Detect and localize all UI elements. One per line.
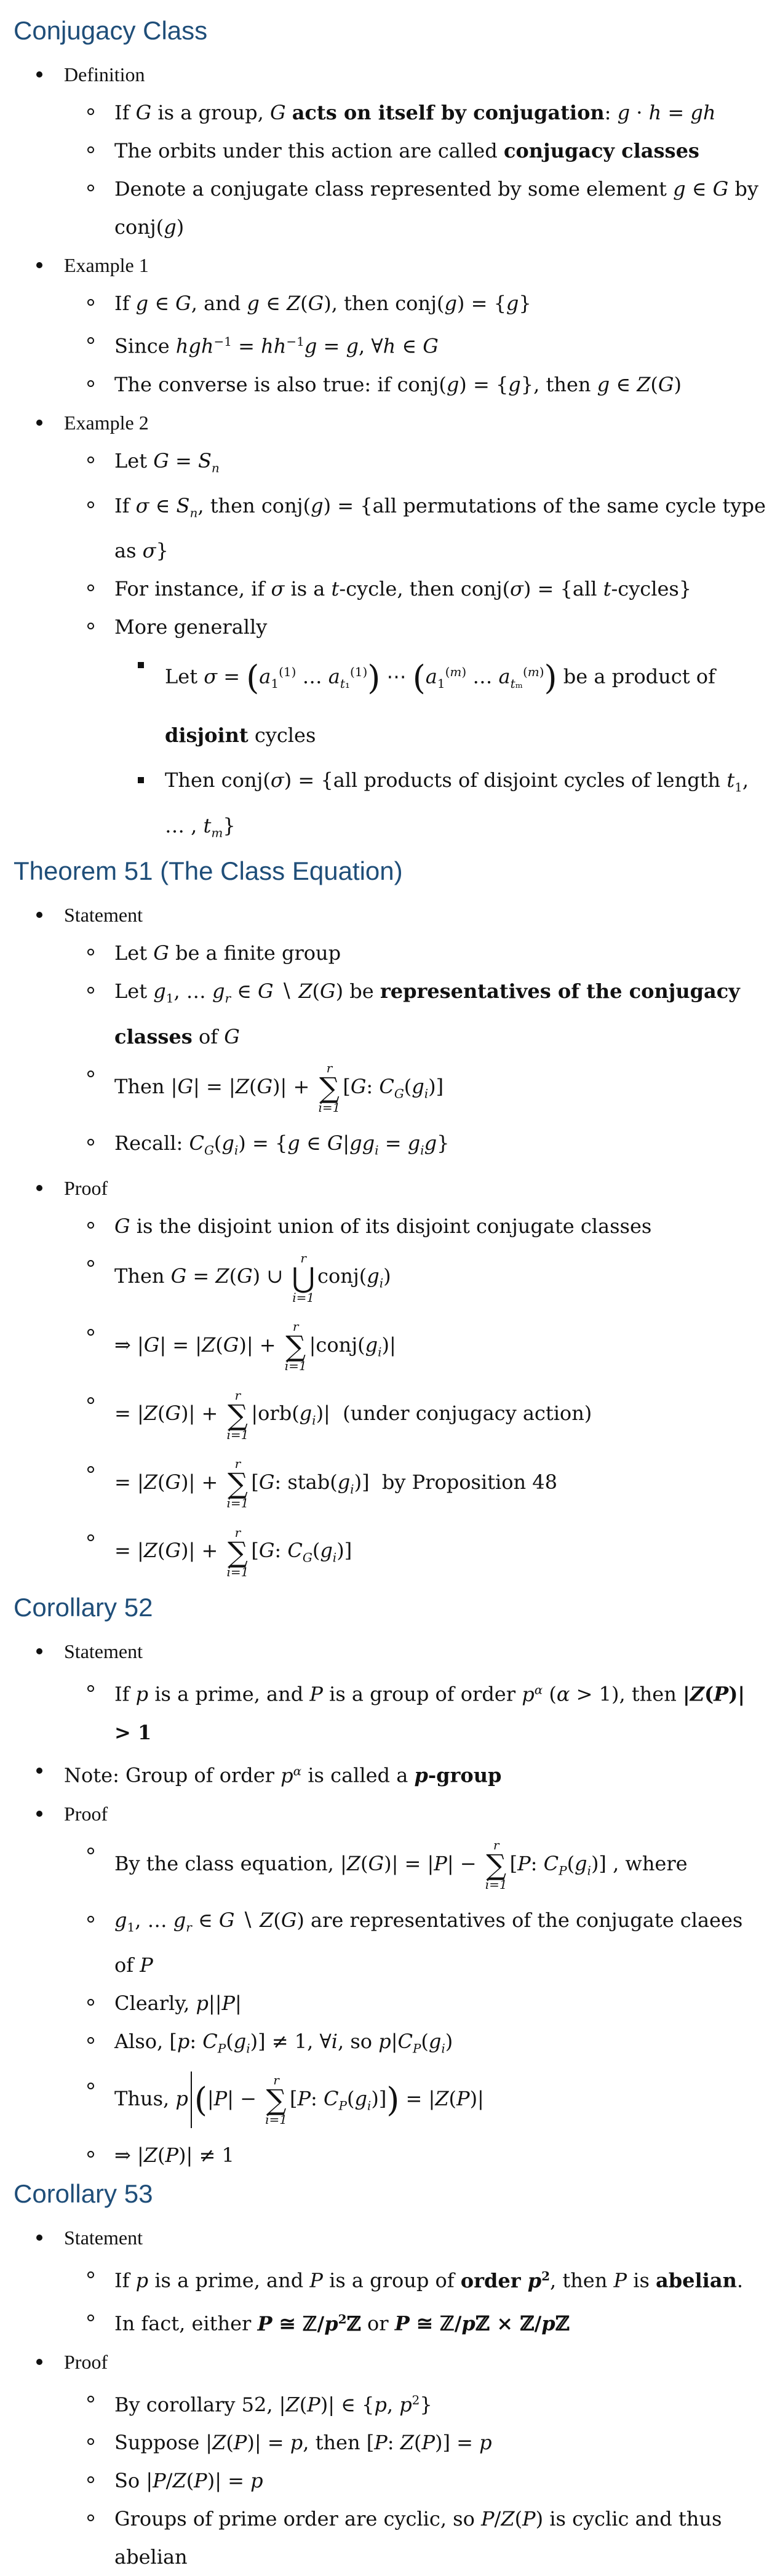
list-item: If G is a group, G acts on itself by conjugation: g · h = gh <box>114 94 766 132</box>
section-corollary-52 <box>14 1592 766 2174</box>
list-item: Then conj(σ) = {all products of disjoint cycles of length $t_1$, … , $t_m$} <box>165 761 766 851</box>
list-item: By the class equation, |Z(G)| = |P| − r ∑ i=1 [P: $C_P(g_i)$] , where <box>114 1833 766 1901</box>
section-title: Corollary 52 <box>14 1593 153 1622</box>
list-item: Example 2 <box>64 404 766 442</box>
list-item: Clearly, p||P| <box>114 1984 766 2022</box>
list-item: Example 1 <box>64 246 766 284</box>
list-item: Proof <box>64 1795 766 1833</box>
list-item: Suppose |Z(P)| = p, then [P: Z(P)] = p <box>114 2423 766 2462</box>
list-item: Denote a conjugate class represented by some element g ∈ G by conj(g) <box>114 170 766 246</box>
list-item: The orbits under this action are called conjugacy classes <box>114 132 766 170</box>
list-item: = |Z(G)| + r ∑ i=1 [G: $stab(g_i)$] by Proposition 48 <box>114 1451 766 1520</box>
section-title: Conjugacy Class <box>14 16 208 45</box>
list-item: Groups of prime order are cyclic, so P/Z(P) is cyclic and thus abelian <box>114 2500 766 2576</box>
list-item: So |P/Z(P)| = p <box>114 2462 766 2500</box>
list-item: Then G = Z(G) ∪ r ⋃ i=1 $conj(g_i)$ <box>114 1245 766 1314</box>
section-title: Theorem 51 (The Class Equation) <box>14 856 403 886</box>
list-item: In fact, either P ≅ $ℤ/p^2ℤ$ or P ≅ ℤ/pℤ × ℤ/pℤ <box>114 2300 766 2343</box>
list-item: If g ∈ G, and g ∈ Z(G), then conj(g) = {g} <box>114 284 766 322</box>
list-item: Let G be a finite group <box>114 934 766 972</box>
list-item: Let $g_1$, … $g_r$ ∈ G ∖ Z(G) be representatives of the conjugacy classes of G <box>114 972 766 1055</box>
list-item: = |Z(G)| + r ∑ i=1 $|orb(g_i)|$ (under conjugacy action) <box>114 1382 766 1451</box>
list-item: Statement <box>64 2219 766 2257</box>
list-item: Since $hgh^{-1} = hh^{-1}g = g$, ∀h ∈ G <box>114 322 766 365</box>
list-item: Definition <box>64 55 766 94</box>
list-item: ⇒ |Z(P)| ≠ 1 <box>114 2136 766 2174</box>
list-item: Thus, p (|P| − r ∑ i=1 [P: $C_P(g_i)]) = |Z(P)|$ <box>114 2068 766 2136</box>
section-theorem-51 <box>14 855 766 1588</box>
list-item: Proof <box>64 1169 766 1207</box>
section-corollary-53 <box>14 2178 766 2576</box>
list-item: If σ ∈ $S_n$, then conj(g) = {all permutations of the same cycle type as σ} <box>114 487 766 570</box>
list-item: The converse is also true: if conj(g) = {g}, then g ∈ Z(G) <box>114 365 766 404</box>
list-item: By corollary 52, |Z(P)| ∈ {p, $p^2$} <box>114 2381 766 2424</box>
list-item: G is the disjoint union of its disjoint conjugate classes <box>114 1207 766 1245</box>
list-item: ⇒ |G| = |Z(G)| + r ∑ i=1 $|conj(g_i)|$ <box>114 1314 766 1382</box>
section-conjugacy-class <box>14 15 766 851</box>
list-item: If p is a prime, and P is a group of order $p^2$, then P is abelian. <box>114 2257 766 2300</box>
list-item: Recall: $C_G(g_i) = \{g$ ∈ $G|gg_i = g_ig$} <box>114 1124 766 1169</box>
list-item: Let $\sigma = (a_1^{(1)}$ … $a_{t_1}^{(1)}$) ⋯ ($a_1^{(m)}$ … $a_{t_m}^{(m)}$) be a product of disjoint cycles <box>165 646 766 761</box>
list-item: Note: Group of order $p^\alpha$ is called a p-group <box>64 1752 766 1795</box>
list-item: For instance, if σ is a t-cycle, then conj(σ) = {all t-cycles} <box>114 570 766 608</box>
list-item: Statement <box>64 1632 766 1670</box>
list-item: Then |G| = |Z(G)| + r ∑ i=1 [G: $C_G(g_i)$] <box>114 1056 766 1124</box>
list-item: = |Z(G)| + r ∑ i=1 [G: $C_G(g_i)$] <box>114 1520 766 1588</box>
list-item: Let $G = S_n$ <box>114 442 766 487</box>
list-item: Proof <box>64 2343 766 2381</box>
list-item: More generally <box>114 608 766 646</box>
section-title: Corollary 53 <box>14 2179 153 2209</box>
list-item: If p is a prime, and P is a group of order $p^\alpha$ (α > 1), then |Z(P)| > 1 <box>114 1670 766 1752</box>
list-item: $g_1$, … $g_r$ ∈ G ∖ Z(G) are representatives of the conjugate claees of P <box>114 1901 766 1984</box>
list-item: Statement <box>64 896 766 934</box>
list-item: Also, [p: $C_P(g_i)] \ne 1$, ∀i, so $p|C_P(g_i)$ <box>114 2022 766 2067</box>
